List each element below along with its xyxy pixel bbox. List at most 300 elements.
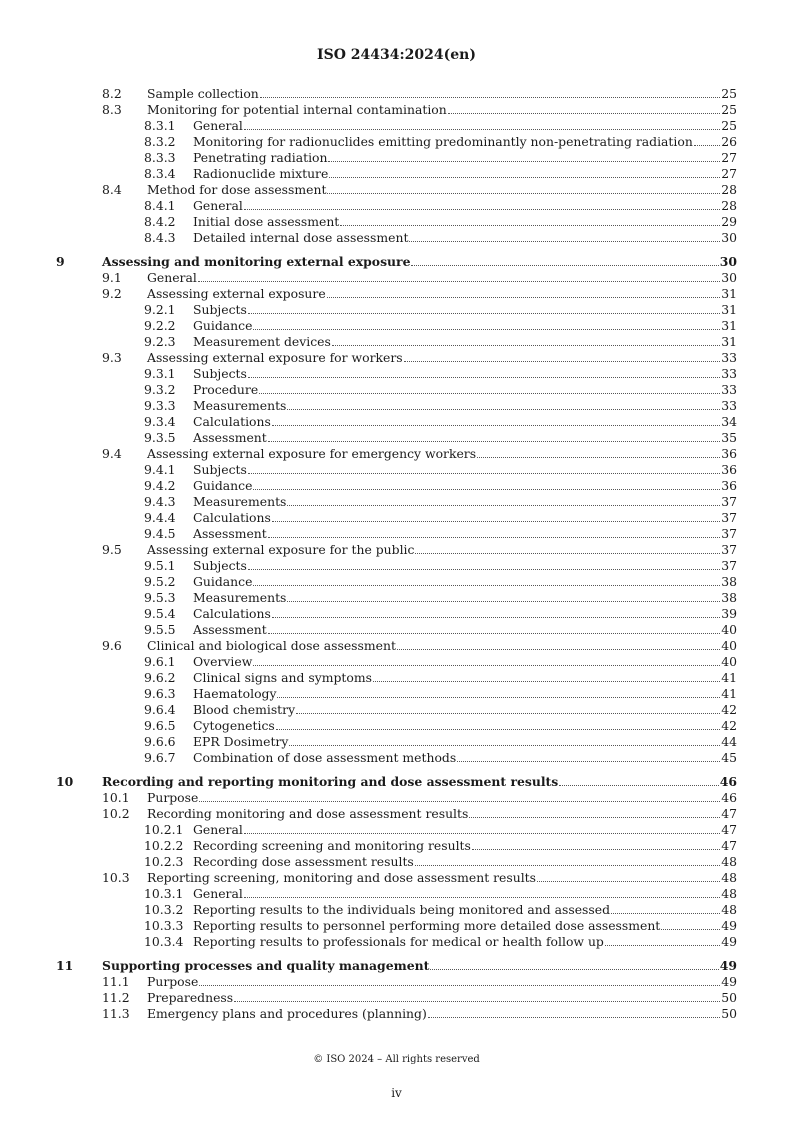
toc-entry-number: 9.2.2 — [144, 318, 176, 333]
toc-entry[interactable] — [56, 270, 737, 286]
toc-entry-page: 45 — [721, 750, 737, 765]
toc-entry-title: Recording dose assessment results — [193, 854, 414, 869]
toc-entry-number: 10.3 — [102, 870, 130, 885]
toc-entry-number: 9.6.7 — [144, 750, 176, 765]
toc-entry[interactable] — [56, 118, 737, 134]
toc-entry[interactable] — [56, 166, 737, 182]
toc-entry-leader — [102, 774, 737, 790]
toc-entry-title: Radionuclide mixture — [193, 166, 329, 181]
toc-entry-page: 48 — [721, 886, 737, 901]
dot-leader — [253, 318, 720, 330]
dot-leader — [537, 870, 720, 882]
toc-entry-leader — [193, 886, 737, 902]
dot-leader — [477, 446, 720, 458]
dot-leader — [559, 774, 719, 786]
dot-leader — [457, 750, 720, 762]
toc-entry-title: Combination of dose assessment methods — [193, 750, 457, 765]
toc-entry-number: 9.3.4 — [144, 414, 176, 429]
toc-entry-number: 11.1 — [102, 974, 130, 989]
toc-entry-title: Assessment — [193, 622, 267, 637]
toc-entry[interactable] — [56, 254, 737, 270]
toc-entry-leader — [193, 510, 737, 526]
toc-entry-number: 8.4.3 — [144, 230, 176, 245]
dot-leader — [268, 526, 720, 538]
toc-entry-leader — [193, 166, 737, 182]
toc-entry-number: 9.4.3 — [144, 494, 176, 509]
toc-entry[interactable] — [56, 574, 737, 590]
toc-entry-title: Measurements — [193, 398, 287, 413]
toc-entry-page: 46 — [721, 790, 737, 805]
dot-leader — [248, 366, 720, 378]
toc-entry-page: 44 — [721, 734, 737, 749]
dot-leader — [272, 510, 720, 522]
toc-entry-page: 37 — [721, 542, 737, 557]
toc-entry-page: 36 — [721, 462, 737, 477]
toc-entry-page: 30 — [719, 254, 737, 269]
toc-entry[interactable] — [56, 526, 737, 542]
toc-entry[interactable] — [56, 918, 737, 934]
toc-entry-number: 10.3.4 — [144, 934, 184, 949]
toc-entry-leader — [193, 574, 737, 590]
toc-entry-number: 9.5.3 — [144, 590, 176, 605]
toc-entry-title: Method for dose assessment — [147, 182, 327, 197]
toc-entry-page: 39 — [721, 606, 737, 621]
page-number: iv — [391, 1086, 402, 1100]
toc-entry-number: 9.6.2 — [144, 670, 176, 685]
toc-entry-page: 25 — [721, 86, 737, 101]
dot-leader — [253, 654, 720, 666]
toc-entry-leader — [193, 822, 737, 838]
toc-entry[interactable] — [56, 1006, 737, 1022]
toc-entry[interactable] — [56, 214, 737, 230]
dot-leader — [327, 286, 721, 298]
toc-entry-leader — [193, 654, 737, 670]
toc-entry[interactable] — [56, 718, 737, 734]
toc-entry-page: 37 — [721, 510, 737, 525]
dot-leader — [430, 958, 718, 970]
toc-entry-number: 11 — [56, 958, 74, 973]
toc-entry[interactable] — [56, 478, 737, 494]
toc-entry-leader — [147, 790, 737, 806]
toc-entry-title: General — [193, 886, 243, 901]
toc-entry-leader — [193, 118, 737, 134]
toc-entry-title: Monitoring for radionuclides emitting predominantly non-penetrating radiation — [193, 134, 693, 149]
toc-entry-page: 38 — [721, 574, 737, 589]
toc-entry[interactable] — [56, 790, 737, 806]
toc-entry[interactable] — [56, 886, 737, 902]
toc-entry-title: Calculations — [193, 606, 271, 621]
toc-entry-page: 26 — [721, 134, 737, 149]
toc-entry-leader — [147, 86, 737, 102]
toc-entry-page: 31 — [721, 286, 737, 301]
toc-entry-leader — [102, 958, 737, 974]
dot-leader — [428, 1006, 720, 1018]
toc-entry-leader — [193, 414, 737, 430]
toc-entry-title: Reporting results to the individuals being monitored and assessed — [193, 902, 611, 917]
dot-leader — [234, 990, 720, 1002]
dot-leader — [277, 686, 720, 698]
toc-entry-page: 48 — [721, 870, 737, 885]
toc-entry-leader — [193, 750, 737, 766]
toc-entry-leader — [147, 638, 737, 654]
dot-leader — [199, 790, 720, 802]
dot-leader — [272, 606, 720, 618]
toc-entry-page: 37 — [721, 494, 737, 509]
toc-entry[interactable] — [56, 902, 737, 918]
toc-entry[interactable] — [56, 430, 737, 446]
toc-entry-page: 36 — [721, 446, 737, 461]
toc-entry-page: 41 — [721, 686, 737, 701]
toc-entry-leader — [193, 934, 737, 950]
toc-entry-page: 30 — [721, 230, 737, 245]
toc-entry[interactable] — [56, 590, 737, 606]
dot-leader — [260, 86, 720, 98]
toc-entry-title: Sample collection — [147, 86, 259, 101]
toc-entry-leader — [147, 182, 737, 198]
toc-entry-leader — [193, 590, 737, 606]
toc-entry-title: General — [147, 270, 197, 285]
dot-leader — [415, 854, 720, 866]
toc-entry[interactable] — [56, 318, 737, 334]
toc-entry-title: Guidance — [193, 318, 253, 333]
toc-entry-number: 9.6.6 — [144, 734, 176, 749]
toc-entry-leader — [193, 366, 737, 382]
toc-entry[interactable] — [56, 558, 737, 574]
toc-entry-number: 9.5.1 — [144, 558, 176, 573]
toc-entry-page: 48 — [721, 854, 737, 869]
toc-entry-number: 8.4 — [102, 182, 122, 197]
toc-entry-number: 9.4.5 — [144, 526, 176, 541]
toc-entry-number: 9.4 — [102, 446, 122, 461]
toc-entry-number: 9.5.2 — [144, 574, 176, 589]
toc-entry-leader — [147, 542, 737, 558]
toc-entry-number: 9.4.2 — [144, 478, 176, 493]
toc-entry[interactable] — [56, 638, 737, 654]
toc-entry-number: 9.6.3 — [144, 686, 176, 701]
toc-entry[interactable] — [56, 230, 737, 246]
toc-entry-title: General — [193, 118, 243, 133]
toc-entry[interactable] — [56, 86, 737, 102]
toc-entry-leader — [147, 350, 737, 366]
toc-entry-number: 9.3.3 — [144, 398, 176, 413]
toc-entry-title: Reporting results to professionals for medical or health follow up — [193, 934, 604, 949]
toc-entry-page: 50 — [721, 1006, 737, 1021]
toc-entry-page: 46 — [719, 774, 737, 789]
dot-leader — [248, 302, 720, 314]
toc-entry-number: 8.4.1 — [144, 198, 176, 213]
toc-entry[interactable] — [56, 366, 737, 382]
toc-entry-number: 10.3.1 — [144, 886, 184, 901]
toc-entry-number: 9.3.2 — [144, 382, 176, 397]
toc-entry[interactable] — [56, 462, 737, 478]
toc-entry-title: Clinical and biological dose assessment — [147, 638, 396, 653]
toc-entry-title: Recording and reporting monitoring and dose assessment results — [102, 774, 559, 789]
toc-entry[interactable] — [56, 622, 737, 638]
toc-entry-leader — [193, 854, 737, 870]
toc-entry-number: 9.6.4 — [144, 702, 176, 717]
toc-entry-page: 35 — [721, 430, 737, 445]
toc-entry-page: 48 — [721, 902, 737, 917]
toc-entry[interactable] — [56, 542, 737, 558]
toc-entry-page: 30 — [721, 270, 737, 285]
toc-entry-title: Measurements — [193, 590, 287, 605]
toc-entry-leader — [193, 902, 737, 918]
toc-entry-number: 9.2 — [102, 286, 122, 301]
toc-entry-leader — [193, 670, 737, 686]
toc-entry-page: 25 — [721, 102, 737, 117]
toc-entry-page: 47 — [721, 838, 737, 853]
toc-entry-leader — [193, 462, 737, 478]
toc-entry-page: 41 — [721, 670, 737, 685]
dot-leader — [611, 902, 720, 914]
toc-entry-title: General — [193, 198, 243, 213]
toc-entry-leader — [147, 446, 737, 462]
toc-entry[interactable] — [56, 702, 737, 718]
toc-entry-number: 11.2 — [102, 990, 130, 1005]
toc-entry[interactable] — [56, 198, 737, 214]
dot-leader — [411, 254, 718, 266]
dot-leader — [289, 734, 720, 746]
toc-entry-number: 11.3 — [102, 1006, 130, 1021]
toc-entry-title: Assessing external exposure — [147, 286, 326, 301]
toc-entry-title: Assessing external exposure for workers — [147, 350, 403, 365]
toc-entry-leader — [147, 286, 737, 302]
dot-leader — [661, 918, 720, 930]
toc-entry-page: 27 — [721, 166, 737, 181]
toc-entry-page: 49 — [721, 918, 737, 933]
toc-entry-title: Penetrating radiation — [193, 150, 328, 165]
toc-entry-number: 8.4.2 — [144, 214, 176, 229]
toc-entry[interactable] — [56, 302, 737, 318]
toc-entry-title: Blood chemistry — [193, 702, 296, 717]
dot-leader — [268, 430, 720, 442]
toc-entry-number: 9.6.5 — [144, 718, 176, 733]
toc-entry-title: Guidance — [193, 574, 253, 589]
toc-entry-number: 8.3 — [102, 102, 122, 117]
toc-entry-number: 9.6.1 — [144, 654, 176, 669]
toc-entry-page: 31 — [721, 334, 737, 349]
toc-entry-number: 9.5.4 — [144, 606, 176, 621]
toc-entry-title: Overview — [193, 654, 253, 669]
toc-entry-number: 9.2.3 — [144, 334, 176, 349]
toc-entry-title: Supporting processes and quality management — [102, 958, 430, 973]
toc-entry-page: 31 — [721, 302, 737, 317]
toc-entry-number: 8.3.3 — [144, 150, 176, 165]
toc-entry-leader — [147, 990, 737, 1006]
toc-entry-title: Assessment — [193, 430, 267, 445]
toc-entry-leader — [193, 734, 737, 750]
toc-entry[interactable] — [56, 510, 737, 526]
toc-entry-leader — [147, 1006, 737, 1022]
toc-entry-number: 10.2.2 — [144, 838, 184, 853]
toc-entry-title: Measurements — [193, 494, 287, 509]
dot-leader — [244, 118, 720, 130]
copyright-footer: © ISO 2024 – All rights reserved — [313, 1054, 480, 1065]
dot-leader — [409, 230, 720, 242]
toc-entry[interactable] — [56, 854, 737, 870]
toc-entry-leader — [193, 230, 737, 246]
toc-entry-leader — [147, 806, 737, 822]
toc-entry[interactable] — [56, 750, 737, 766]
toc-entry-page: 28 — [721, 198, 737, 213]
toc-entry[interactable] — [56, 822, 737, 838]
toc-entry[interactable] — [56, 398, 737, 414]
toc-entry-title: Recording monitoring and dose assessment results — [147, 806, 469, 821]
toc-entry-number: 9.4.1 — [144, 462, 176, 477]
toc-entry-leader — [193, 918, 737, 934]
toc-entry-title: Emergency plans and procedures (planning) — [147, 1006, 427, 1021]
document-header: ISO 24434:2024(en) — [317, 47, 476, 63]
toc-entry[interactable] — [56, 670, 737, 686]
dot-leader — [244, 198, 720, 210]
toc-entry-number: 10 — [56, 774, 74, 789]
toc-entry-leader — [193, 150, 737, 166]
toc-entry-leader — [193, 838, 737, 854]
dot-leader — [397, 638, 720, 650]
toc-entry[interactable] — [56, 150, 737, 166]
toc-entry-leader — [193, 558, 737, 574]
toc-entry-number: 10.1 — [102, 790, 130, 805]
toc-entry[interactable] — [56, 990, 737, 1006]
toc-entry[interactable] — [56, 494, 737, 510]
toc-entry[interactable] — [56, 686, 737, 702]
dot-leader — [253, 478, 720, 490]
toc-entry[interactable] — [56, 838, 737, 854]
toc-entry-number: 9.4.4 — [144, 510, 176, 525]
toc-entry-number: 10.2 — [102, 806, 130, 821]
toc-entry-page: 33 — [721, 382, 737, 397]
dot-leader — [268, 622, 720, 634]
toc-entry-page: 34 — [721, 414, 737, 429]
toc-entry[interactable] — [56, 974, 737, 990]
dot-leader — [272, 414, 720, 426]
toc-entry-title: Assessing and monitoring external exposure — [102, 254, 411, 269]
dot-leader — [248, 558, 720, 570]
toc-entry[interactable] — [56, 350, 737, 366]
toc-entry-leader — [193, 198, 737, 214]
toc-entry-leader — [193, 686, 737, 702]
dot-leader — [340, 214, 720, 226]
toc-entry-leader — [193, 382, 737, 398]
toc-entry-leader — [147, 974, 737, 990]
dot-leader — [199, 974, 720, 986]
dot-leader — [328, 150, 720, 162]
toc-entry-page: 42 — [721, 702, 737, 717]
toc-entry-title: Procedure — [193, 382, 259, 397]
toc-entry-page: 49 — [721, 974, 737, 989]
toc-entry-page: 49 — [721, 934, 737, 949]
toc-entry[interactable] — [56, 934, 737, 950]
dot-leader — [329, 166, 720, 178]
toc-entry-title: Recording screening and monitoring results — [193, 838, 471, 853]
toc-entry-number: 8.3.4 — [144, 166, 176, 181]
toc-entry[interactable] — [56, 606, 737, 622]
toc-entry-title: Assessment — [193, 526, 267, 541]
dot-leader — [248, 462, 720, 474]
toc-entry-leader — [147, 870, 737, 886]
dot-leader — [198, 270, 720, 282]
toc-entry-title: Assessing external exposure for emergency workers — [147, 446, 477, 461]
toc-entry[interactable] — [56, 414, 737, 430]
toc-entry-page: 50 — [721, 990, 737, 1005]
toc-entry-title: Purpose — [147, 974, 199, 989]
toc-entry[interactable] — [56, 958, 737, 974]
toc-entry[interactable] — [56, 654, 737, 670]
toc-entry-title: Calculations — [193, 510, 271, 525]
toc-entry-page: 33 — [721, 366, 737, 381]
toc-entry[interactable] — [56, 134, 737, 150]
dot-leader — [448, 102, 720, 114]
toc-entry-leader — [193, 702, 737, 718]
toc-entry-page: 38 — [721, 590, 737, 605]
toc-entry-leader — [193, 134, 737, 150]
toc-entry-page: 47 — [721, 822, 737, 837]
toc-entry-leader — [193, 622, 737, 638]
toc-entry[interactable] — [56, 806, 737, 822]
toc-entry[interactable] — [56, 286, 737, 302]
dot-leader — [404, 350, 721, 362]
toc-entry-number: 8.3.2 — [144, 134, 176, 149]
toc-entry-page: 37 — [721, 526, 737, 541]
toc-entry[interactable] — [56, 734, 737, 750]
toc-entry-page: 49 — [719, 958, 737, 973]
toc-entry[interactable] — [56, 870, 737, 886]
toc-entry[interactable] — [56, 382, 737, 398]
table-of-contents — [56, 86, 737, 1022]
toc-entry-leader — [193, 478, 737, 494]
toc-entry-page: 47 — [721, 806, 737, 821]
toc-entry[interactable] — [56, 774, 737, 790]
dot-leader — [332, 334, 720, 346]
dot-leader — [244, 886, 720, 898]
toc-entry-title: Reporting screening, monitoring and dose assessment results — [147, 870, 537, 885]
toc-entry-number: 9.3 — [102, 350, 122, 365]
toc-entry-title: Cytogenetics — [193, 718, 275, 733]
toc-entry-page: 31 — [721, 318, 737, 333]
toc-entry-title: Monitoring for potential internal contamination — [147, 102, 447, 117]
toc-entry-number: 10.2.3 — [144, 854, 184, 869]
toc-entry-number: 9 — [56, 254, 65, 269]
toc-entry[interactable] — [56, 334, 737, 350]
toc-entry-number: 9.1 — [102, 270, 122, 285]
toc-entry[interactable] — [56, 102, 737, 118]
toc-entry-title: Subjects — [193, 366, 247, 381]
toc-entry-title: Subjects — [193, 558, 247, 573]
toc-entry-title: EPR Dosimetry — [193, 734, 289, 749]
toc-entry[interactable] — [56, 446, 737, 462]
toc-entry-number: 8.2 — [102, 86, 122, 101]
toc-entry-number: 10.3.3 — [144, 918, 184, 933]
toc-entry-leader — [193, 302, 737, 318]
toc-entry-number: 9.2.1 — [144, 302, 176, 317]
dot-leader — [373, 670, 720, 682]
toc-entry-leader — [193, 398, 737, 414]
toc-entry-title: Haematology — [193, 686, 277, 701]
toc-entry-number: 8.3.1 — [144, 118, 176, 133]
toc-entry-title: Preparedness — [147, 990, 234, 1005]
dot-leader — [276, 718, 720, 730]
toc-entry-page: 27 — [721, 150, 737, 165]
toc-entry[interactable] — [56, 182, 737, 198]
toc-entry-page: 40 — [721, 638, 737, 653]
toc-entry-number: 10.2.1 — [144, 822, 184, 837]
toc-entry-page: 37 — [721, 558, 737, 573]
toc-entry-leader — [193, 494, 737, 510]
toc-entry-number: 9.6 — [102, 638, 122, 653]
toc-entry-page: 36 — [721, 478, 737, 493]
toc-entry-page: 40 — [721, 622, 737, 637]
toc-entry-title: Calculations — [193, 414, 271, 429]
